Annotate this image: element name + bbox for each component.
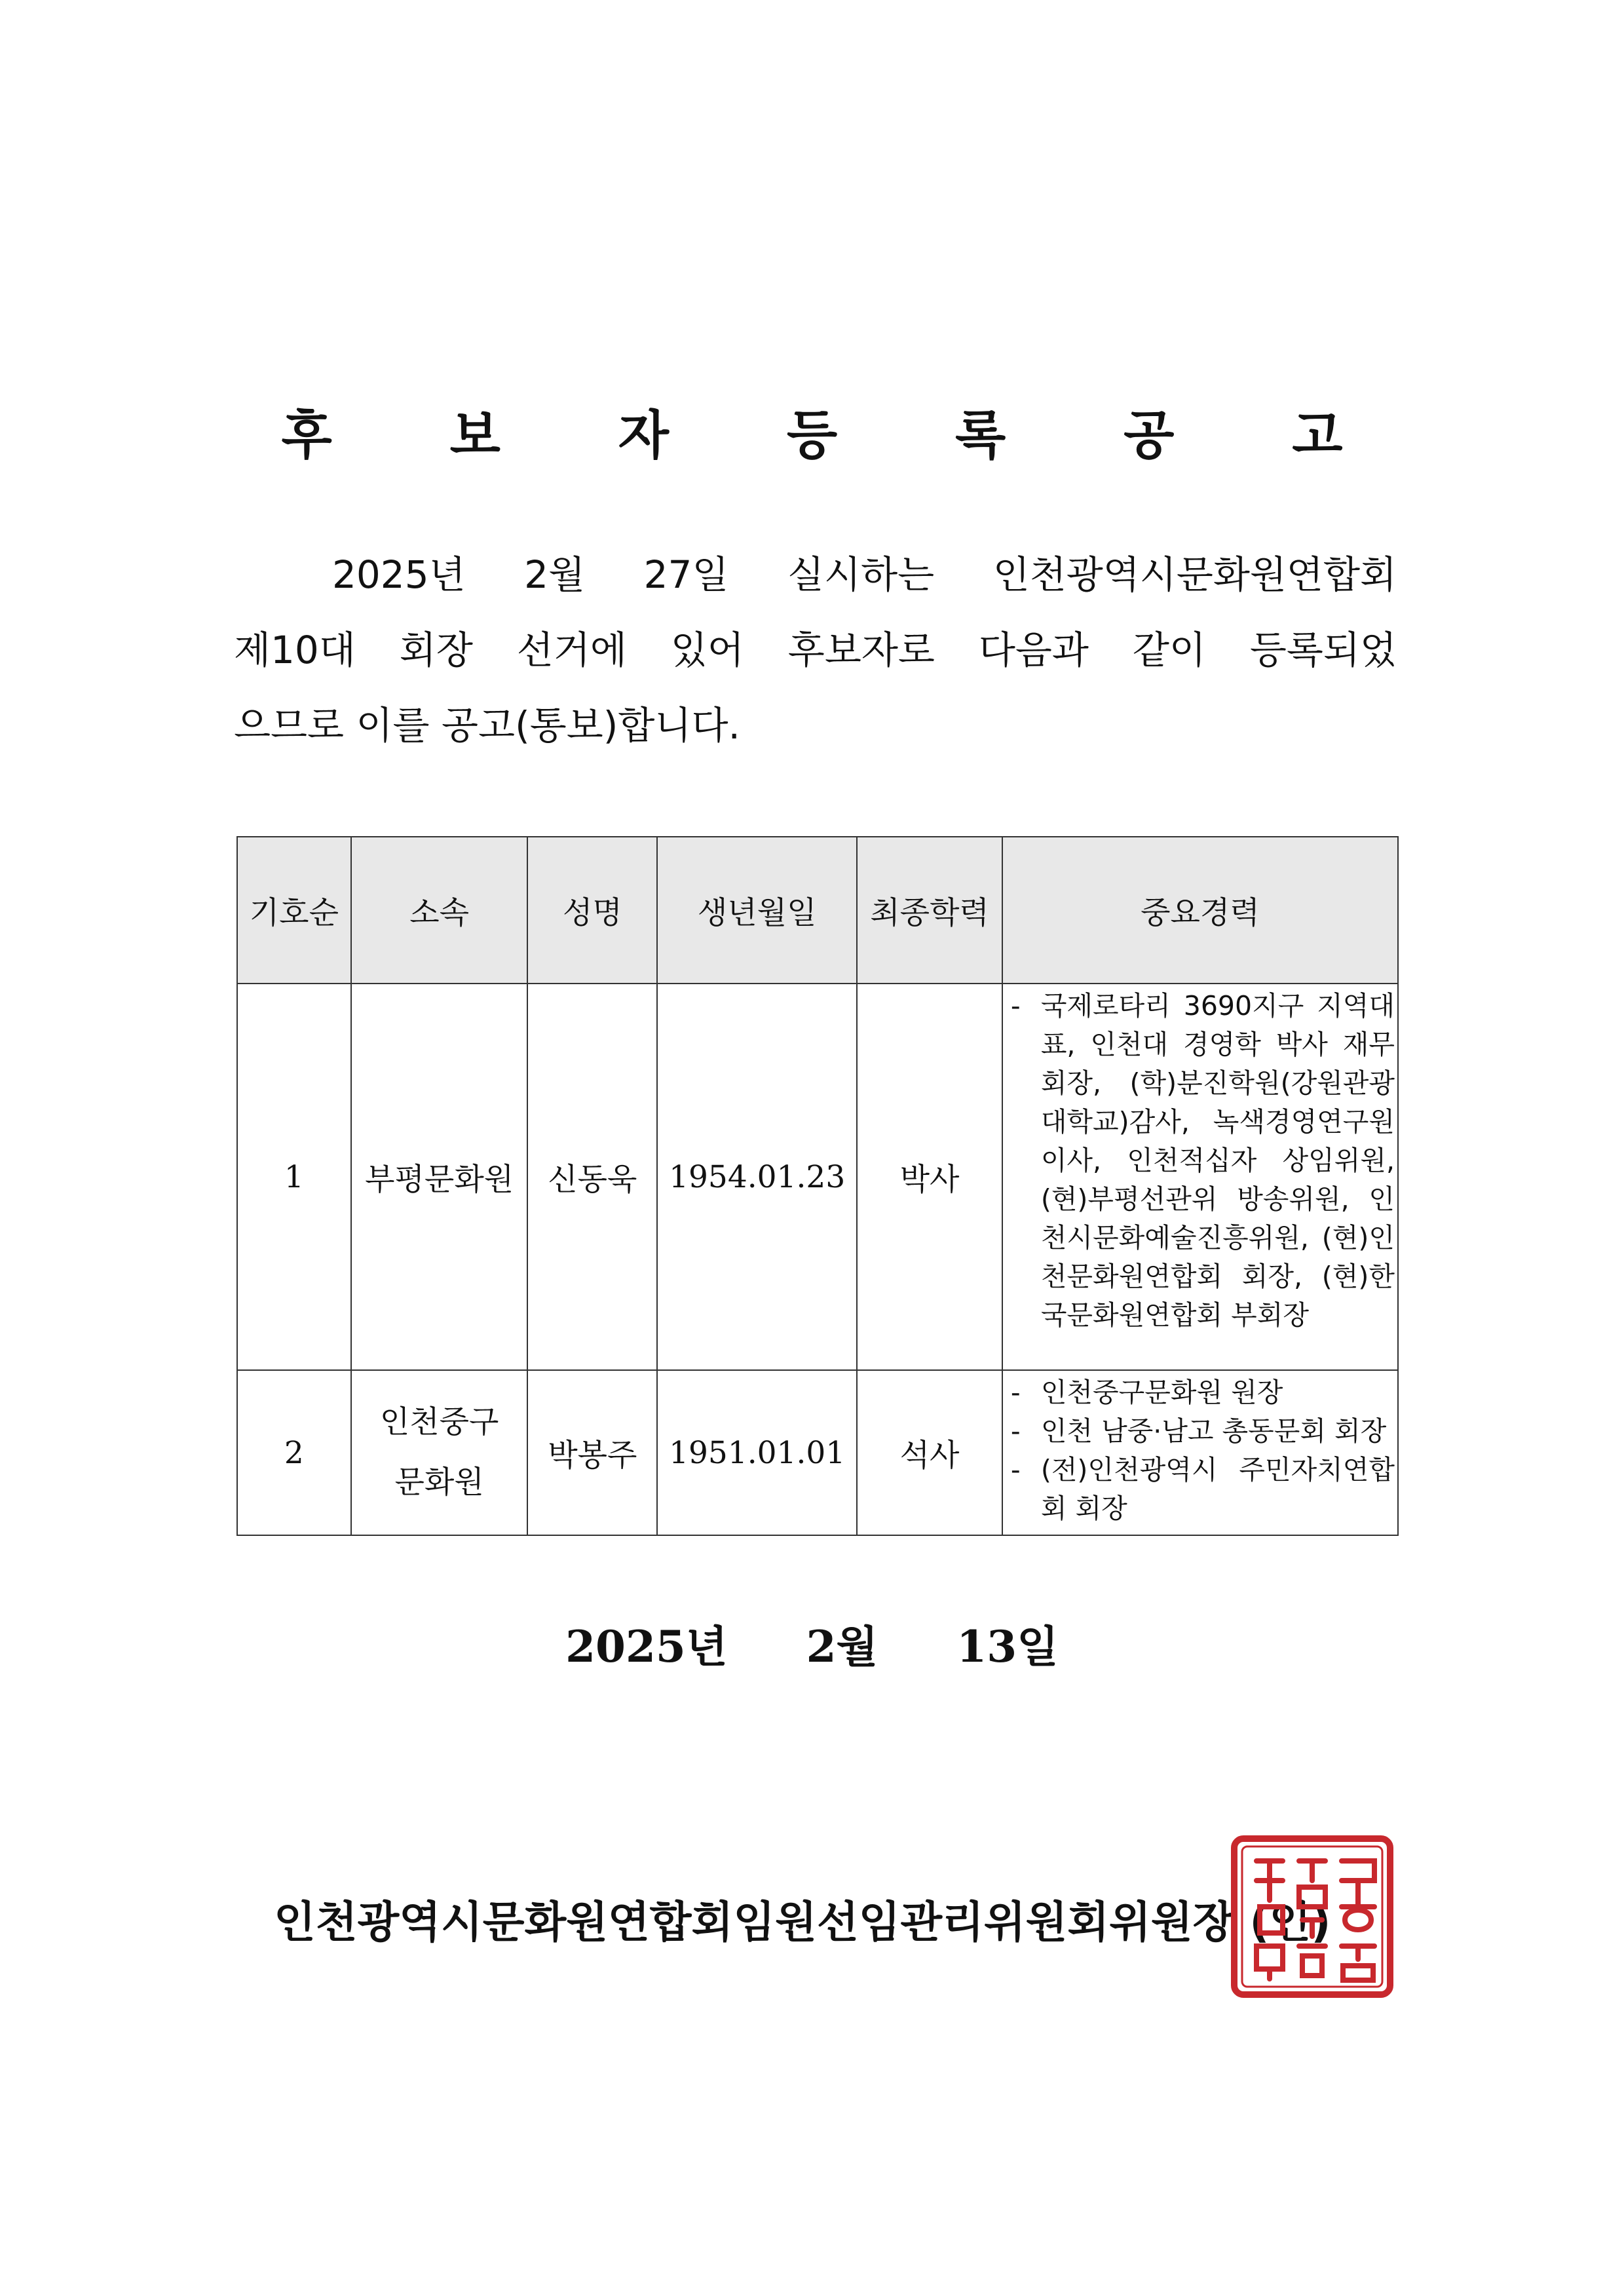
table-row (237, 984, 1398, 1370)
header-education: 최종학력 (857, 837, 1002, 984)
header-birth: 생년월일 (657, 837, 857, 984)
body-line: 2025년 2월 27일 실시하는 인천광역시문화원연합회 (332, 552, 1397, 597)
notice-date (0, 1612, 1624, 1674)
body-line: 으므로 이를 공고(통보)합니다. (234, 703, 740, 748)
date-day: 13일 (956, 1621, 1059, 1672)
career-item: - 인천중구문화원 원장 (1006, 1373, 1395, 1412)
page-title: 후 보 자 등 록 공 고 (281, 405, 1393, 466)
candidate-table (236, 836, 1399, 1536)
career-item: - 국제로타리 3690지구 지역대표, 인천대 경영학 박사 재무회장, (학)분진학원(강원관광대학교)감사, 녹색경영연구원이사, 인천적십자 상임위원, (현)부평선관위 방송위원, 인천시문화예술진흥위원, (현)인천문화원연합회 회장, (현)한국문화원연합회 부회장 (1006, 987, 1395, 1335)
header-affiliation: 소속 (351, 837, 528, 984)
date-year: 2025년 (565, 1621, 728, 1672)
announcement-body (234, 537, 1397, 763)
table-row (237, 1370, 1398, 1535)
date-month: 2월 (806, 1621, 878, 1672)
signature-line: 인천광역시문화원연합회임원선임관리위원회위원장 (인) (274, 1897, 1331, 1947)
table-header-row (237, 837, 1398, 984)
cell-name: 신동욱 (527, 984, 657, 1370)
header-number: 기호순 (237, 837, 351, 984)
body-line: 제10대 회장 선거에 있어 후보자로 다음과 같이 등록되었 (234, 628, 1397, 672)
career-item: - 인천 남중·남고 총동문회 회장 (1006, 1412, 1395, 1451)
cell-education: 박사 (857, 984, 1002, 1370)
header-career: 중요경력 (1002, 837, 1398, 984)
cell-number: 1 (237, 984, 351, 1370)
header-name: 성명 (527, 837, 657, 984)
cell-number: 2 (237, 1370, 351, 1535)
cell-birth: 1951.01.01 (657, 1370, 857, 1535)
career-item: - (전)인천광역시 주민자치연합회 회장 (1006, 1451, 1395, 1528)
cell-education: 석사 (857, 1370, 1002, 1535)
cell-birth: 1954.01.23 (657, 984, 857, 1370)
cell-career (1002, 1370, 1398, 1535)
official-seal-icon (1230, 1835, 1394, 1999)
cell-affiliation: 부평문화원 (351, 984, 528, 1370)
cell-career (1002, 984, 1398, 1370)
cell-affiliation: 인천중구문화원 (351, 1370, 528, 1535)
cell-name: 박봉주 (527, 1370, 657, 1535)
